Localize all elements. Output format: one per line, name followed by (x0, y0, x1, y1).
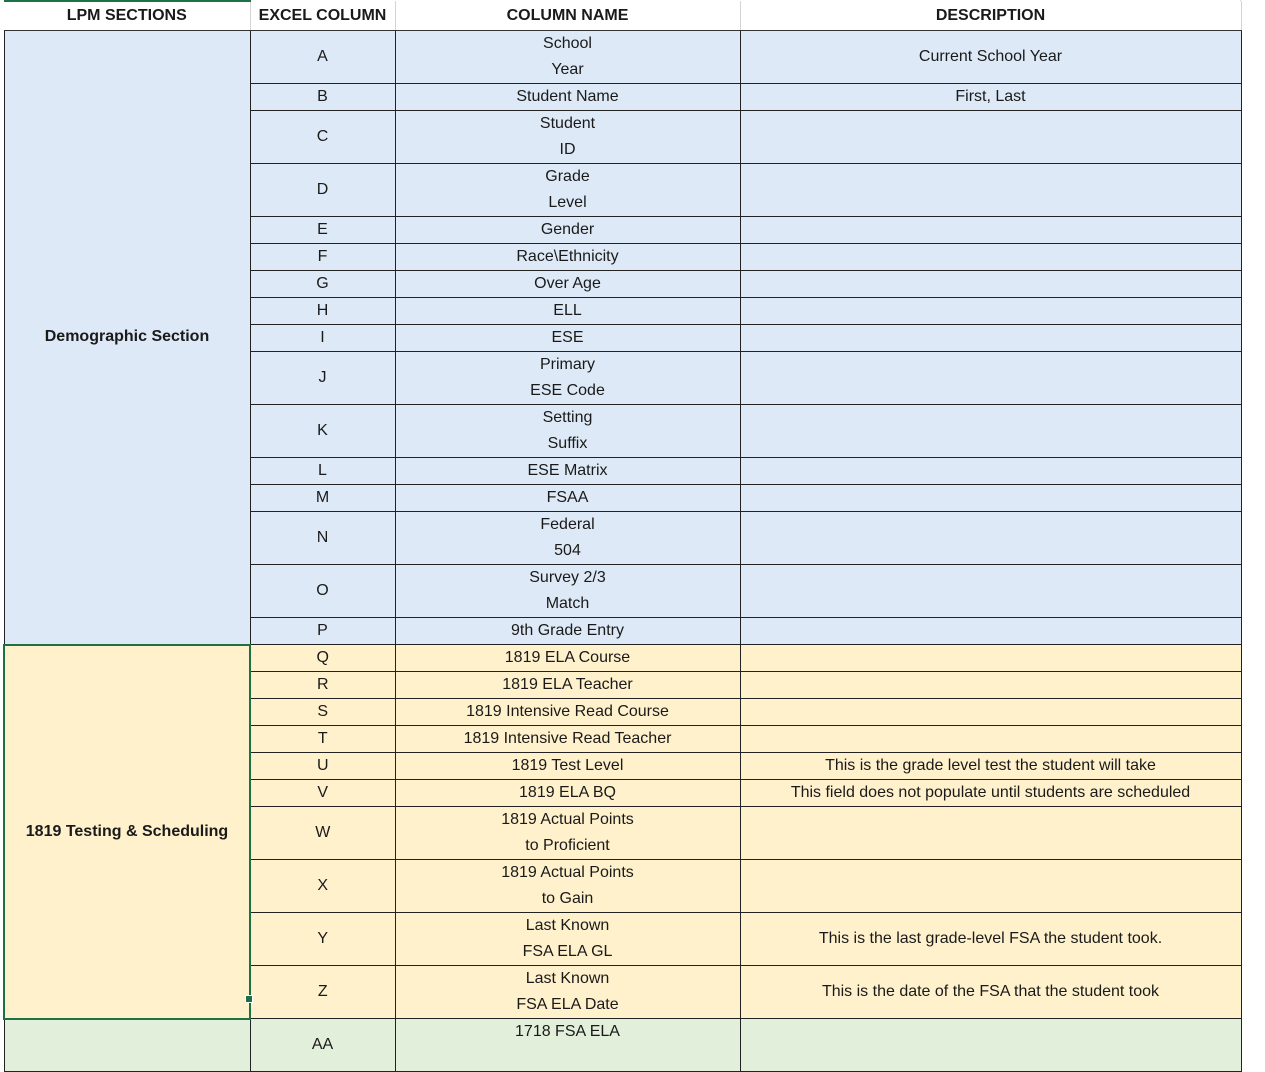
line1: Federal (540, 516, 595, 533)
description-cell[interactable] (740, 699, 1241, 726)
table-row (4, 1019, 1241, 1072)
line2: to Gain (541, 890, 594, 907)
column-name-cell[interactable]: Student Name (395, 84, 740, 111)
description-cell[interactable] (740, 217, 1241, 244)
excel-column-cell[interactable]: H (250, 298, 395, 325)
line2: FSA ELA GL (522, 943, 613, 960)
table-row (4, 31, 1241, 84)
line2: Match (545, 595, 590, 612)
excel-column-cell[interactable]: U (250, 753, 395, 780)
excel-column-cell[interactable]: S (250, 699, 395, 726)
line2: Year (551, 61, 584, 78)
description-cell[interactable] (740, 244, 1241, 271)
header-description[interactable]: DESCRIPTION (740, 1, 1241, 31)
column-name-cell[interactable] (395, 966, 740, 1019)
description-cell[interactable] (740, 565, 1241, 618)
description-cell[interactable] (740, 325, 1241, 352)
header-column-name[interactable]: COLUMN NAME (395, 1, 740, 31)
column-name-cell[interactable] (395, 860, 740, 913)
line2: to Proficient (525, 837, 610, 854)
line1: Last Known (525, 970, 610, 987)
column-name-cell[interactable] (395, 913, 740, 966)
column-name-cell[interactable] (395, 807, 740, 860)
section-demographic[interactable]: Demographic Section (4, 31, 250, 645)
excel-column-cell[interactable]: R (250, 672, 395, 699)
excel-column-cell[interactable]: N (250, 512, 395, 565)
description-cell[interactable] (740, 672, 1241, 699)
column-name-cell[interactable]: 1819 Intensive Read Teacher (395, 726, 740, 753)
line1: School (543, 35, 592, 52)
column-name-cell[interactable]: 1819 ELA Teacher (395, 672, 740, 699)
header-lpm-sections[interactable]: LPM SECTIONS (4, 1, 250, 31)
section-next[interactable] (4, 1019, 250, 1072)
description-cell[interactable]: This is the grade level test the student will take (740, 753, 1241, 780)
line1: Setting (542, 409, 593, 426)
description-cell[interactable] (740, 485, 1241, 512)
description-cell[interactable] (740, 298, 1241, 325)
excel-column-cell[interactable]: I (250, 325, 395, 352)
excel-column-cell[interactable]: V (250, 780, 395, 807)
line2: Level (548, 194, 587, 211)
description-cell[interactable]: First, Last (740, 84, 1241, 111)
description-cell[interactable] (740, 111, 1241, 164)
description-cell[interactable] (740, 726, 1241, 753)
line1: Grade (545, 168, 590, 185)
excel-column-cell[interactable]: O (250, 565, 395, 618)
excel-column-cell[interactable]: L (250, 458, 395, 485)
column-name-cell[interactable] (395, 1019, 740, 1072)
excel-column-cell[interactable]: P (250, 618, 395, 645)
description-cell[interactable] (740, 352, 1241, 405)
excel-column-cell[interactable]: G (250, 271, 395, 298)
description-cell[interactable] (740, 618, 1241, 645)
excel-column-cell[interactable]: X (250, 860, 395, 913)
description-cell[interactable] (740, 1019, 1241, 1072)
header-excel-column[interactable]: EXCEL COLUMN (250, 1, 395, 31)
column-name-cell[interactable]: 1819 Intensive Read Course (395, 699, 740, 726)
excel-column-cell[interactable]: Z (250, 966, 395, 1019)
section-1819-testing-scheduling[interactable]: 1819 Testing & Scheduling (4, 645, 250, 1019)
line1: Last Known (525, 917, 610, 934)
description-cell[interactable]: This is the last grade-level FSA the student took. (740, 913, 1241, 966)
description-cell[interactable]: Current School Year (740, 31, 1241, 84)
excel-column-cell[interactable]: AA (250, 1019, 395, 1072)
excel-column-cell[interactable]: J (250, 352, 395, 405)
excel-column-cell[interactable]: M (250, 485, 395, 512)
description-cell[interactable] (740, 807, 1241, 860)
description-cell[interactable] (740, 458, 1241, 485)
description-cell[interactable]: This is the date of the FSA that the student took (740, 966, 1241, 1019)
column-name-cell[interactable]: 9th Grade Entry (395, 618, 740, 645)
column-name-cell[interactable] (395, 512, 740, 565)
line1: 1819 Actual Points (501, 864, 634, 881)
description-cell[interactable] (740, 271, 1241, 298)
column-name-cell[interactable]: FSAA (395, 485, 740, 512)
column-name-cell[interactable]: ESE (395, 325, 740, 352)
fill-handle[interactable] (245, 995, 253, 1003)
line1: Primary (539, 356, 596, 373)
excel-column-cell[interactable]: W (250, 807, 395, 860)
column-name-cell[interactable]: Race\Ethnicity (395, 244, 740, 271)
line2: Suffix (547, 435, 588, 452)
excel-column-cell[interactable]: Y (250, 913, 395, 966)
column-name-cell[interactable]: ELL (395, 298, 740, 325)
column-name-cell[interactable]: 1819 ELA Course (395, 645, 740, 672)
excel-column-cell[interactable]: Q (250, 645, 395, 672)
column-name-cell[interactable] (395, 565, 740, 618)
excel-column-cell[interactable]: E (250, 217, 395, 244)
line2: FSA ELA Date (516, 996, 619, 1013)
column-name-cell[interactable]: 1819 ELA BQ (395, 780, 740, 807)
column-name-cell[interactable]: Gender (395, 217, 740, 244)
description-cell[interactable]: This field does not populate until students are scheduled (740, 780, 1241, 807)
column-name-cell[interactable]: Over Age (395, 271, 740, 298)
excel-column-cell[interactable]: D (250, 164, 395, 217)
column-name-cell[interactable]: ESE Matrix (395, 458, 740, 485)
line2: ESE Code (530, 382, 605, 399)
column-name-cell[interactable] (395, 405, 740, 458)
line1: 1819 Actual Points (501, 811, 634, 828)
excel-column-cell[interactable]: T (250, 726, 395, 753)
column-name-cell[interactable] (395, 352, 740, 405)
column-name-cell[interactable] (395, 31, 740, 84)
line2 (396, 1045, 740, 1071)
description-cell[interactable] (740, 645, 1241, 672)
line1: 1718 FSA ELA (515, 1023, 620, 1040)
description-cell[interactable] (740, 405, 1241, 458)
excel-column-cell[interactable]: B (250, 84, 395, 111)
column-name-cell[interactable] (395, 111, 740, 164)
excel-column-cell[interactable]: F (250, 244, 395, 271)
table-row (4, 645, 1241, 672)
line1: Survey 2/3 (529, 569, 606, 586)
excel-column-cell[interactable]: C (250, 111, 395, 164)
line2: ID (559, 141, 576, 158)
spreadsheet (3, 0, 1242, 1072)
excel-column-cell[interactable]: A (250, 31, 395, 84)
description-cell[interactable] (740, 512, 1241, 565)
description-cell[interactable] (740, 860, 1241, 913)
excel-column-cell[interactable]: K (250, 405, 395, 458)
line1: Student (539, 115, 596, 132)
description-cell[interactable] (740, 164, 1241, 217)
header-row (4, 1, 1241, 31)
column-name-cell[interactable] (395, 164, 740, 217)
column-name-cell[interactable]: 1819 Test Level (395, 753, 740, 780)
line2: 504 (554, 542, 581, 559)
